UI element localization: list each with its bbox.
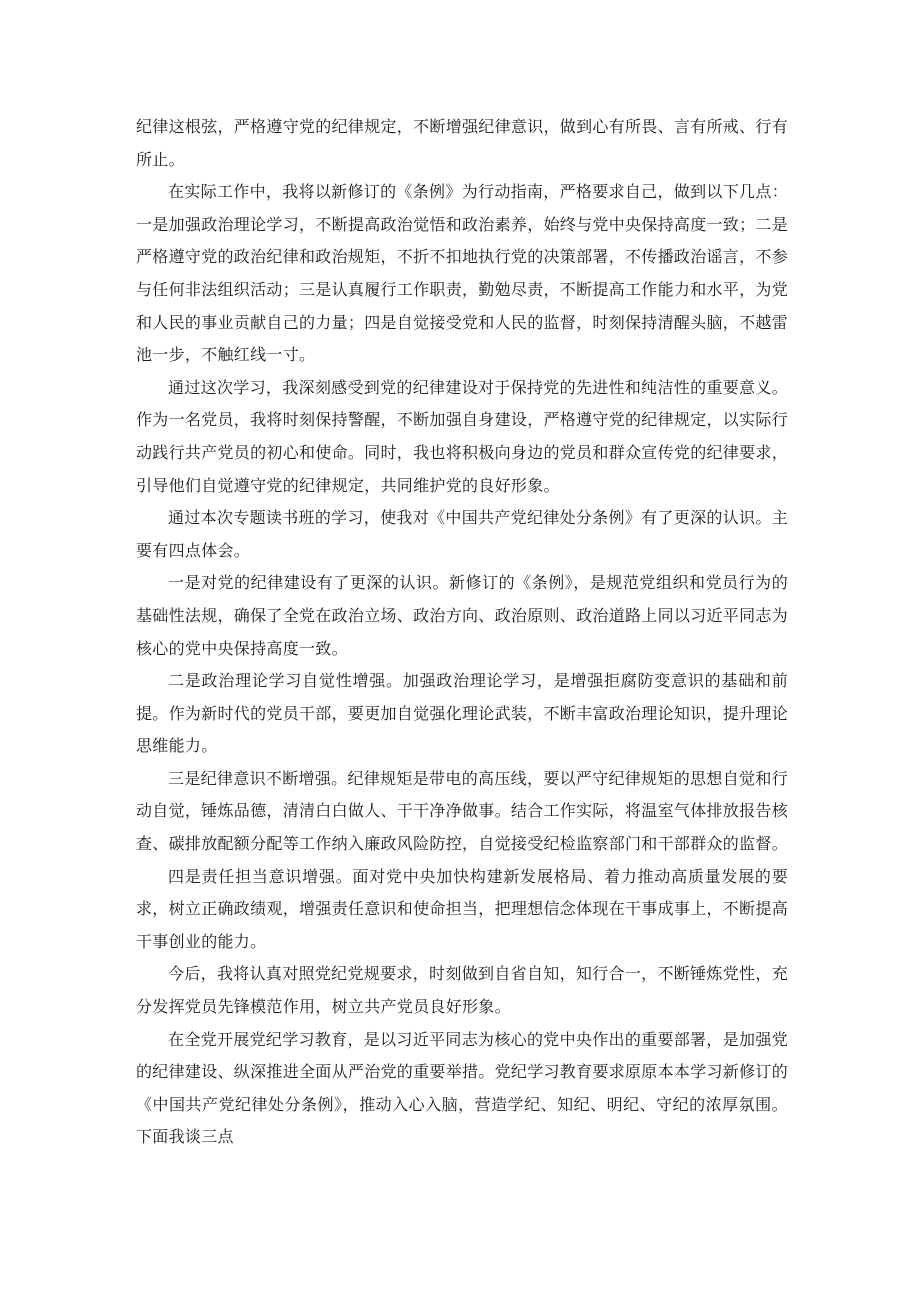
paragraph-1: 纪律这根弦，严格遵守党的纪律规定，不断增强纪律意识，做到心有所畏、言有所戒、行有所止。 [136, 117, 789, 169]
paragraph-8: 四是责任担当意识增强。面对党中央加快构建新发展格局、着力推动高质量发展的要求，树立正确政绩观，增强责任意识和使命担当，把理想信念体现在干事成事上，不断提高干事创业的能力。 [136, 866, 789, 951]
paragraph-3: 通过这次学习，我深刻感受到党的纪律建设对于保持党的先进性和纯洁性的重要意义。作为一名党员，我将时刻保持警醒，不断加强自身建设，严格遵守党的纪律规定，以实际行动践行共产党员的初心和使命。同时，我也将积极向身边的党员和群众宣传党的纪律要求，引导他们自觉遵守党的纪律规定，共同维护党的良好形象。 [136, 377, 789, 495]
paragraph-6: 二是政治理论学习自觉性增强。加强政治理论学习，是增强拒腐防变意识的基础和前提。作为新时代的党员干部，要更加自觉强化理论武装，不断丰富政治理论知识，提升理论思维能力。 [136, 671, 789, 756]
document-body [136, 111, 788, 1154]
paragraph-2: 在实际工作中，我将以新修订的《条例》为行动指南，严格要求自己，做到以下几点：一是加强政治理论学习，不断提高政治觉悟和政治素养，始终与党中央保持高度一致；二是严格遵守党的政治纪律和政治规矩，不折不扣地执行党的决策部署，不传播政治谣言，不参与任何非法组织活动；三是认真履行工作职责，勤勉尽责，不断提高工作能力和水平，为党和人民的事业贡献自己的力量；四是自觉接受党和人民的监督，时刻保持清醒头脑，不越雷池一步，不触红线一寸。 [136, 182, 789, 365]
paragraph-9: 今后，我将认真对照党纪党规要求，时刻做到自省自知，知行合一，不断锤炼党性，充分发挥党员先锋模范作用，树立共产党员良好形象。 [136, 964, 788, 1017]
paragraph-7: 三是纪律意识不断增强。纪律规矩是带电的高压线，要以严守纪律规矩的思想自觉和行动自觉，锤炼品德，清清白白做人、干干净净做事。结合工作实际，将温室气体排放报告核查、碳排放配额分配等工作纳入廉政风险防控，自觉接受纪检监察部门和干部群众的监督。 [136, 768, 789, 854]
paragraph-10: 在全党开展党纪学习教育，是以习近平同志为核心的党中央作出的重要部署，是加强党的纪律建设、纵深推进全面从严治党的重要举措。党纪学习教育要求原原本本学习新修订的《中国共产党纪律处分条例》，推动入心入脑，营造学纪、知纪、明纪、守纪的浓厚氛围。下面我谈三点 [136, 1029, 789, 1147]
paragraph-4: 通过本次专题读书班的学习，使我对《中国共产党纪律处分条例》有了更深的认识。主要有四点体会。 [136, 508, 788, 560]
paragraph-5: 一是对党的纪律建设有了更深的认识。新修订的《条例》，是规范党组织和党员行为的基础性法规，确保了全党在政治立场、政治方向、政治原则、政治道路上同以习近平同志为核心的党中央保持高度一致。 [136, 573, 789, 658]
